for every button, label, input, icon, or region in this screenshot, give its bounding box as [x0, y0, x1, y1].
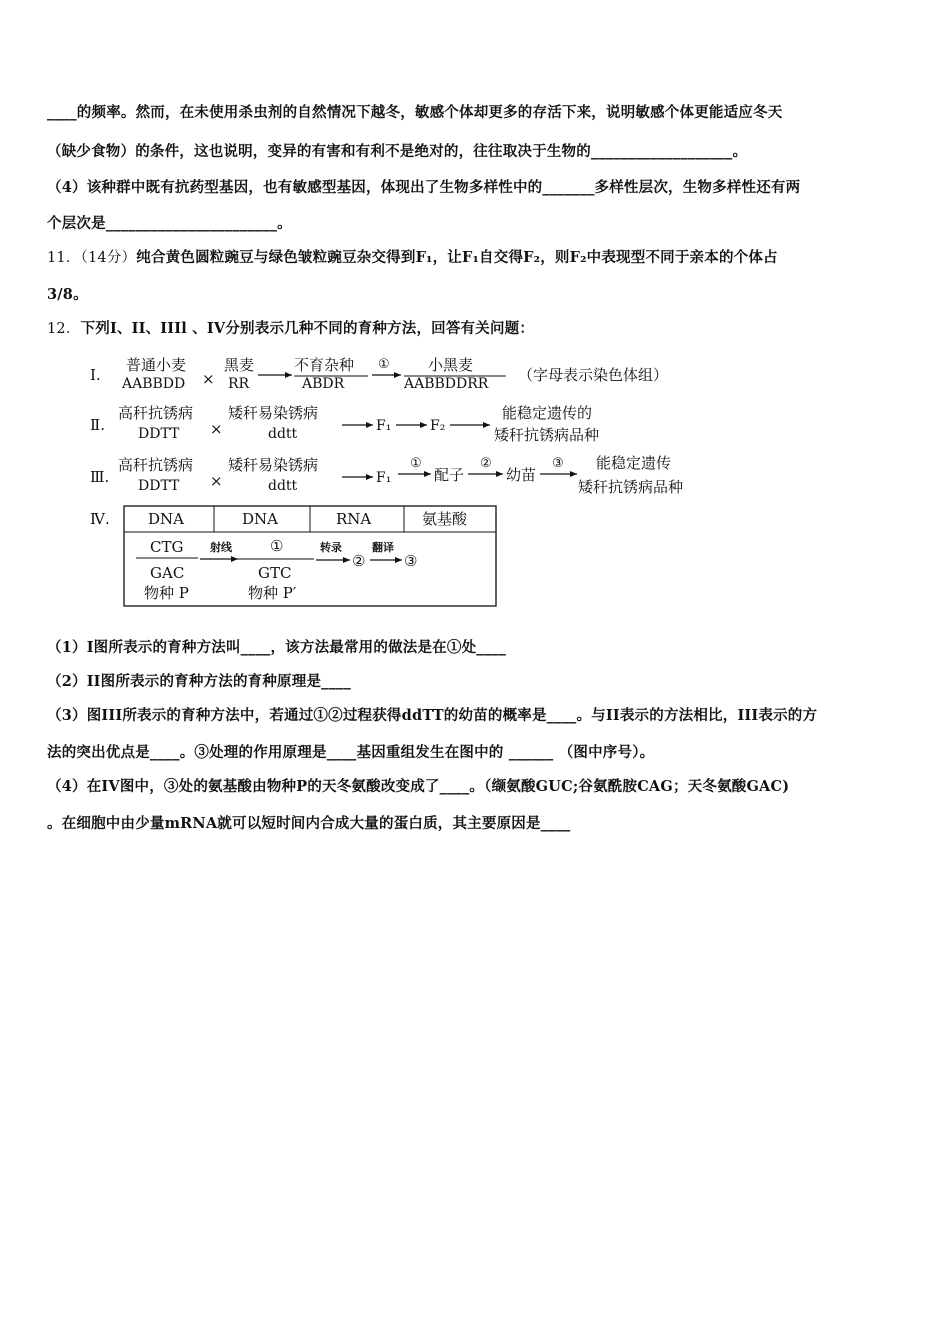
breeding-methods-figure [88, 350, 728, 612]
I-note: （字母表示染色体组） [518, 366, 669, 384]
I-result-name: 小黑麦 [428, 356, 474, 374]
III-parent2-name: 矮秆易染锈病 [228, 456, 319, 474]
label-I: Ⅰ. [90, 366, 101, 384]
IV-circle-3: ③ [404, 552, 418, 570]
IV-mutant-codon: GTC [258, 564, 292, 582]
I-hybrid-name: 不育杂种 [294, 356, 355, 374]
III-gamete: 配子 [434, 466, 465, 484]
IV-header-rna: RNA [336, 510, 372, 528]
question-12 [47, 317, 534, 338]
IV-translate-label: 翻译 [372, 541, 394, 554]
answer-line-2: （2）II图所表示的育种方法的育种原理是____ [47, 673, 351, 690]
IV-header-dna-1: DNA [148, 510, 184, 528]
IV-circle-1: ① [270, 537, 284, 555]
II-parent1-name: 高秆抗锈病 [118, 404, 194, 422]
question-11-answer: 3/8。 [47, 286, 88, 303]
II-parent2-genotype: ddtt [268, 426, 298, 442]
II-result-line2: 矮秆抗锈病品种 [494, 426, 600, 444]
IV-species-p-prime: 物种 P′ [248, 584, 297, 602]
text-line-4: 个层次是_______________________。 [47, 215, 292, 232]
answer-line-5: （4）在IV图中，③处的氨基酸由物种P的天冬氨酸改变成了____。（缬氨酸GUC;谷氨酰胺CAG；天冬氨酸GAC) [47, 778, 790, 795]
label-III: Ⅲ. [90, 468, 110, 486]
label-IV: Ⅳ. [90, 510, 110, 528]
III-seedling: 幼苗 [506, 466, 537, 484]
I-parent1-genotype: AABBDD [122, 376, 186, 392]
III-cross-symbol: × [210, 472, 223, 490]
IV-species-p: 物种 P [144, 584, 189, 602]
III-parent1-genotype: DDTT [138, 478, 180, 494]
label-II: Ⅱ. [90, 416, 105, 434]
III-F1: F₁ [376, 470, 392, 486]
question-11-number: 11．（14分） [47, 250, 137, 266]
III-result-line1: 能稳定遗传 [596, 454, 672, 472]
II-F1: F₁ [376, 418, 392, 434]
III-parent2-genotype: ddtt [268, 478, 298, 494]
text-line-3: （4）该种群中既有抗药型基因，也有敏感型基因，体现出了生物多样性中的_______多样性层次，生物多样性还有两 [47, 179, 801, 196]
IV-ray-label: 射线 [210, 541, 232, 554]
I-cross-symbol: × [202, 370, 215, 388]
question-12-text: 下列I、II、IIIl 、IV分别表示几种不同的育种方法，回答有关问题： [80, 320, 535, 337]
I-step-1: ① [378, 357, 390, 372]
answer-line-6: 。在细胞中由少量mRNA就可以短时间内合成大量的蛋白质，其主要原因是____ [47, 815, 571, 832]
IV-header-amino-acid: 氨基酸 [422, 510, 468, 528]
II-parent1-genotype: DDTT [138, 426, 180, 442]
IV-bottom-codon: GAC [150, 564, 185, 582]
III-result-line2: 矮秆抗锈病品种 [578, 478, 684, 496]
question-11 [47, 246, 778, 267]
II-result-line1: 能稳定遗传的 [502, 404, 593, 422]
II-cross-symbol: × [210, 420, 223, 438]
III-parent1-name: 高秆抗锈病 [118, 456, 194, 474]
I-parent2-name: 黑麦 [224, 356, 255, 374]
answer-line-4: 法的突出优点是____。③处理的作用原理是____基因重组发生在图中的 ______ （图中序号）。 [47, 744, 655, 761]
IV-top-codon: CTG [150, 538, 184, 556]
III-step-2: ② [480, 456, 492, 471]
answer-line-1: （1）I图所表示的育种方法叫____，该方法最常用的做法是在①处____ [47, 639, 507, 656]
question-11-text: 纯合黄色圆粒豌豆与绿色皱粒豌豆杂交得到F₁，让F₁自交得F₂，则F₂中表现型不同于亲本的个体占 [136, 249, 778, 266]
I-hybrid-genotype: ABDR [302, 376, 345, 392]
III-step-3: ③ [552, 456, 564, 471]
I-parent1-name: 普通小麦 [126, 356, 187, 374]
IV-transcribe-label: 转录 [320, 541, 342, 554]
text-line-2: （缺少食物）的条件，这也说明，变异的有害和有利不是绝对的，往往取决于生物的___________________。 [47, 143, 748, 160]
IV-circle-2: ② [352, 552, 366, 570]
II-F2: F₂ [430, 418, 446, 434]
I-result-genotype: AABBDDRR [404, 376, 489, 392]
IV-header-dna-2: DNA [242, 510, 278, 528]
III-step-1: ① [410, 456, 422, 471]
text-line-1: ____的频率。然而，在未使用杀虫剂的自然情况下越冬，敏感个体却更多的存活下来，说明敏感个体更能适应冬天 [47, 104, 783, 121]
answer-line-3: （3）图III所表示的育种方法中，若通过①②过程获得ddTT的幼苗的概率是____。与II表示的方法相比，III表示的方 [47, 707, 818, 724]
question-12-number: 12． [47, 321, 81, 337]
I-parent2-genotype: RR [228, 376, 250, 392]
II-parent2-name: 矮秆易染锈病 [228, 404, 319, 422]
